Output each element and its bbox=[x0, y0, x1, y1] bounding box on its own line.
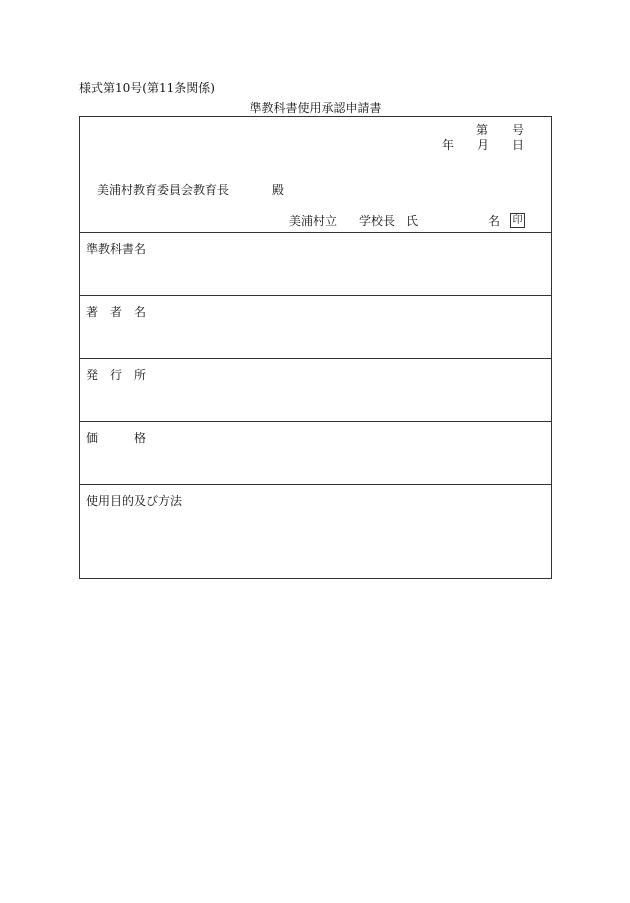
form-header-section bbox=[80, 117, 551, 233]
price-label: 価 格 bbox=[86, 431, 147, 445]
form-number: 様式第10号(第11条関係) bbox=[79, 81, 215, 95]
author-row bbox=[80, 296, 551, 359]
number-prefix: 第 bbox=[476, 123, 489, 137]
author-label: 著 者 名 bbox=[86, 305, 147, 319]
purpose-row bbox=[80, 485, 551, 578]
publisher-label: 発 行 所 bbox=[86, 368, 147, 382]
applicant-shi: 氏 bbox=[406, 214, 419, 228]
applicant-principal: 学校長 bbox=[359, 214, 396, 228]
textbook-name-row bbox=[80, 233, 551, 296]
date-day: 日 bbox=[512, 138, 525, 152]
date-month: 月 bbox=[477, 138, 490, 152]
application-form bbox=[79, 116, 552, 579]
addressee: 美浦村教育委員会教育長 bbox=[97, 183, 230, 197]
purpose-label: 使用目的及び方法 bbox=[86, 494, 183, 508]
price-row bbox=[80, 422, 551, 485]
document-title: 準教科書使用承認申請書 bbox=[249, 101, 382, 115]
date-year: 年 bbox=[442, 138, 455, 152]
number-suffix: 号 bbox=[512, 123, 525, 137]
applicant-mei: 名 bbox=[488, 214, 501, 228]
seal-mark: 印 bbox=[510, 213, 525, 228]
addressee-honorific: 殿 bbox=[272, 183, 285, 197]
publisher-row bbox=[80, 359, 551, 422]
textbook-name-label: 準教科書名 bbox=[86, 242, 147, 256]
applicant-village: 美浦村立 bbox=[289, 214, 338, 228]
